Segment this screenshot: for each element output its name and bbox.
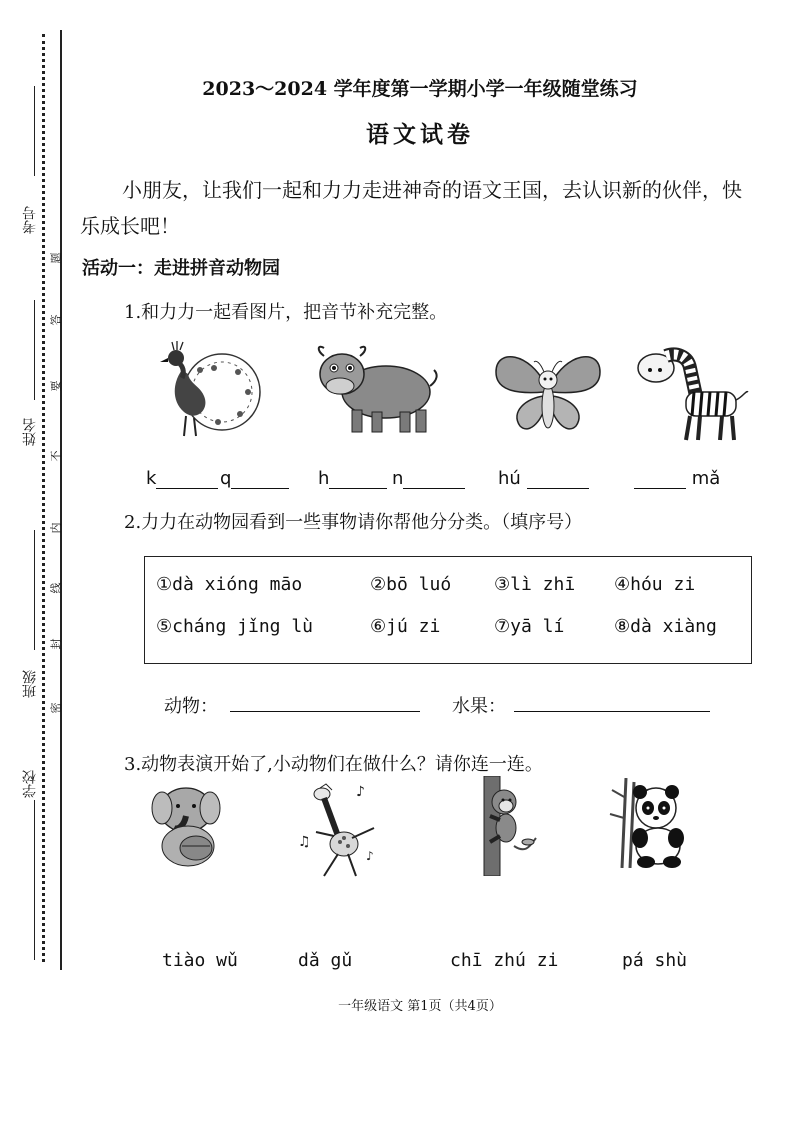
zebra-picture — [636, 346, 752, 446]
seal-char: 内 — [49, 522, 63, 534]
name-line — [34, 300, 35, 400]
exam-number-label: 考号 — [22, 206, 38, 234]
label-climb-tree: pá shù — [622, 950, 688, 971]
giraffe-dance-picture — [290, 776, 382, 880]
option-6: ⑥jú zi — [370, 616, 441, 637]
svg-text:♪: ♪ — [356, 784, 365, 800]
option-5: ⑤cháng jǐng lù — [156, 616, 314, 637]
binding-solid-line — [60, 30, 62, 970]
seal-char: 不 — [49, 450, 63, 462]
answer-blank[interactable] — [403, 470, 465, 489]
animal-label: 动物： — [164, 696, 218, 717]
option-7: ⑦yā lí — [494, 616, 565, 637]
q1-pinyin-hu: hú — [498, 468, 589, 489]
butterfly-picture — [490, 346, 606, 438]
options-box — [144, 556, 752, 664]
page-footer: 一年级语文 第1页（共4页） — [338, 999, 502, 1014]
seal-char: 题 — [49, 252, 63, 264]
elephant-drum-picture — [148, 780, 228, 872]
exam-subtitle: 语文试卷 — [366, 121, 474, 148]
answer-blank[interactable] — [156, 470, 218, 489]
seal-char: 密 — [49, 702, 63, 714]
activity-heading: 活动一：走进拼音动物园 — [82, 258, 280, 279]
option-3: ③lì zhī — [494, 574, 576, 595]
fruit-answer-line[interactable] — [514, 711, 710, 712]
panda-eat-picture — [604, 778, 692, 868]
svg-text:♪: ♪ — [366, 849, 374, 863]
name-label: 姓名 — [22, 418, 38, 446]
school-label: 学校 — [22, 770, 38, 798]
svg-text:♫: ♫ — [298, 834, 311, 850]
ox-picture — [310, 340, 442, 438]
q1-pinyin-h: h — [318, 468, 387, 489]
answer-blank[interactable] — [527, 470, 589, 489]
exam-number-line — [34, 86, 35, 176]
class-line — [34, 530, 35, 650]
q1-pinyin-ma: mǎ — [634, 468, 720, 489]
question-3: 3.动物表演开始了,小动物们在做什么？请你连一连。 — [124, 754, 543, 775]
question-2: 2.力力在动物园看到一些事物请你帮他分分类。（填序号） — [124, 512, 583, 533]
q1-pinyin-n: n — [392, 468, 465, 489]
seal-char: 答 — [49, 314, 63, 326]
question-1: 1.和力力一起看图片，把音节补充完整。 — [124, 302, 448, 323]
exam-title: 2023～2024 学年度第一学期小学一年级随堂练习 — [202, 78, 638, 100]
class-label: 班级 — [22, 670, 38, 698]
q1-pinyin-q: q — [220, 468, 289, 489]
option-2: ②bō luó — [370, 574, 452, 595]
option-4: ④hóu zi — [614, 574, 696, 595]
animal-answer-line[interactable] — [230, 711, 420, 712]
answer-blank[interactable] — [329, 470, 387, 489]
label-dance: tiào wǔ — [162, 950, 238, 971]
binding-dotted-line — [42, 34, 45, 962]
answer-blank[interactable] — [231, 470, 289, 489]
label-eat-bamboo: chī zhú zi — [450, 950, 559, 971]
option-8: ⑧dà xiàng — [614, 616, 717, 637]
answer-blank[interactable] — [634, 470, 686, 489]
seal-char: 封 — [49, 638, 63, 650]
option-1: ①dà xióng māo — [156, 574, 303, 595]
intro-text: 小朋友，让我们一起和力力走进神奇的语文王国，去认识新的伙伴，快乐成长吧！ — [80, 178, 742, 238]
monkey-climb-picture — [470, 776, 540, 876]
label-drum: dǎ gǔ — [298, 950, 353, 971]
seal-char: 线 — [49, 582, 63, 594]
peacock-picture — [152, 340, 264, 440]
q1-pinyin-k: k — [146, 468, 218, 489]
fruit-label: 水果： — [452, 696, 506, 717]
seal-char: 要 — [49, 380, 63, 392]
school-line — [34, 800, 35, 960]
